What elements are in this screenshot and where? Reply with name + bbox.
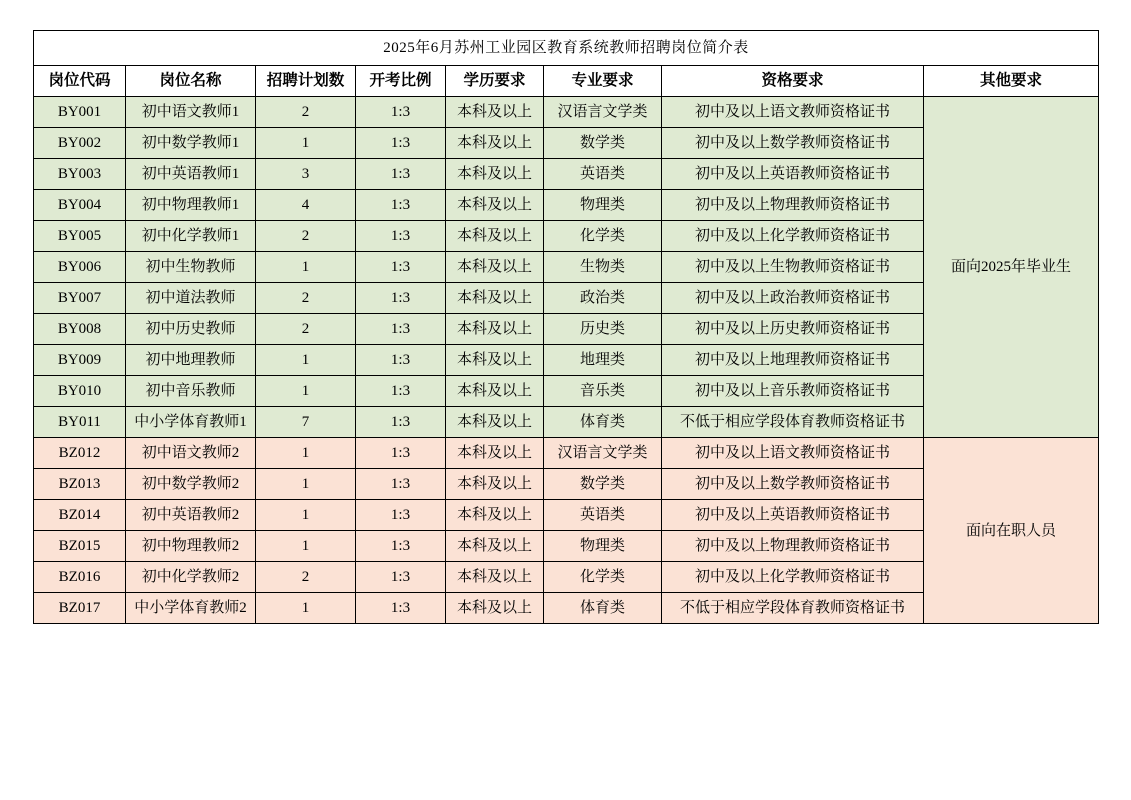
recruit-plan-cell: 2: [256, 283, 356, 314]
education-cell: 本科及以上: [446, 438, 544, 469]
qualification-cell: 初中及以上语文教师资格证书: [662, 97, 924, 128]
major-cell: 数学类: [544, 469, 662, 500]
recruit-plan-cell: 1: [256, 345, 356, 376]
major-cell: 地理类: [544, 345, 662, 376]
exam-ratio-cell: 1:3: [356, 407, 446, 438]
job-name-cell: 初中语文教师2: [126, 438, 256, 469]
job-name-cell: 初中数学教师1: [126, 128, 256, 159]
job-code-cell: BY001: [34, 97, 126, 128]
education-cell: 本科及以上: [446, 376, 544, 407]
major-cell: 物理类: [544, 531, 662, 562]
exam-ratio-cell: 1:3: [356, 531, 446, 562]
job-code-cell: BY009: [34, 345, 126, 376]
job-name-cell: 初中化学教师2: [126, 562, 256, 593]
recruit-plan-cell: 1: [256, 531, 356, 562]
education-cell: 本科及以上: [446, 593, 544, 624]
column-header-education: 学历要求: [446, 66, 544, 97]
major-cell: 音乐类: [544, 376, 662, 407]
job-name-cell: 中小学体育教师1: [126, 407, 256, 438]
major-cell: 体育类: [544, 593, 662, 624]
job-name-cell: 初中语文教师1: [126, 97, 256, 128]
education-cell: 本科及以上: [446, 252, 544, 283]
job-name-cell: 初中音乐教师: [126, 376, 256, 407]
table-row: [34, 438, 1099, 469]
recruit-plan-cell: 1: [256, 438, 356, 469]
job-code-cell: BZ015: [34, 531, 126, 562]
column-header-ratio: 开考比例: [356, 66, 446, 97]
job-name-cell: 初中数学教师2: [126, 469, 256, 500]
exam-ratio-cell: 1:3: [356, 562, 446, 593]
education-cell: 本科及以上: [446, 531, 544, 562]
other-requirement-cell: 面向2025年毕业生: [924, 97, 1099, 438]
recruit-plan-cell: 1: [256, 469, 356, 500]
job-code-cell: BY006: [34, 252, 126, 283]
recruit-plan-cell: 7: [256, 407, 356, 438]
major-cell: 历史类: [544, 314, 662, 345]
education-cell: 本科及以上: [446, 283, 544, 314]
job-code-cell: BZ017: [34, 593, 126, 624]
education-cell: 本科及以上: [446, 345, 544, 376]
job-code-cell: BY004: [34, 190, 126, 221]
qualification-cell: 初中及以上政治教师资格证书: [662, 283, 924, 314]
job-code-cell: BZ016: [34, 562, 126, 593]
qualification-cell: 不低于相应学段体育教师资格证书: [662, 407, 924, 438]
recruit-plan-cell: 1: [256, 593, 356, 624]
exam-ratio-cell: 1:3: [356, 593, 446, 624]
qualification-cell: 初中及以上生物教师资格证书: [662, 252, 924, 283]
table-row: [34, 97, 1099, 128]
qualification-cell: 初中及以上英语教师资格证书: [662, 159, 924, 190]
recruit-plan-cell: 2: [256, 562, 356, 593]
job-name-cell: 初中地理教师: [126, 345, 256, 376]
qualification-cell: 初中及以上数学教师资格证书: [662, 128, 924, 159]
other-requirement-cell: 面向在职人员: [924, 438, 1099, 624]
exam-ratio-cell: 1:3: [356, 314, 446, 345]
column-header-row: [34, 66, 1099, 97]
education-cell: 本科及以上: [446, 97, 544, 128]
major-cell: 英语类: [544, 500, 662, 531]
column-header-qualification: 资格要求: [662, 66, 924, 97]
major-cell: 汉语言文学类: [544, 97, 662, 128]
education-cell: 本科及以上: [446, 314, 544, 345]
major-cell: 体育类: [544, 407, 662, 438]
exam-ratio-cell: 1:3: [356, 345, 446, 376]
exam-ratio-cell: 1:3: [356, 438, 446, 469]
qualification-cell: 初中及以上物理教师资格证书: [662, 190, 924, 221]
job-list-table: [33, 30, 1099, 624]
recruit-plan-cell: 1: [256, 252, 356, 283]
title-row: [34, 31, 1099, 66]
qualification-cell: 初中及以上音乐教师资格证书: [662, 376, 924, 407]
education-cell: 本科及以上: [446, 128, 544, 159]
recruit-plan-cell: 2: [256, 314, 356, 345]
major-cell: 生物类: [544, 252, 662, 283]
job-code-cell: BY002: [34, 128, 126, 159]
qualification-cell: 初中及以上英语教师资格证书: [662, 500, 924, 531]
major-cell: 物理类: [544, 190, 662, 221]
education-cell: 本科及以上: [446, 407, 544, 438]
column-header-other: 其他要求: [924, 66, 1099, 97]
education-cell: 本科及以上: [446, 190, 544, 221]
recruit-plan-cell: 3: [256, 159, 356, 190]
major-cell: 英语类: [544, 159, 662, 190]
education-cell: 本科及以上: [446, 469, 544, 500]
job-code-cell: BZ013: [34, 469, 126, 500]
major-cell: 政治类: [544, 283, 662, 314]
exam-ratio-cell: 1:3: [356, 500, 446, 531]
education-cell: 本科及以上: [446, 159, 544, 190]
job-code-cell: BY007: [34, 283, 126, 314]
education-cell: 本科及以上: [446, 562, 544, 593]
exam-ratio-cell: 1:3: [356, 252, 446, 283]
exam-ratio-cell: 1:3: [356, 128, 446, 159]
job-name-cell: 初中物理教师1: [126, 190, 256, 221]
qualification-cell: 初中及以上地理教师资格证书: [662, 345, 924, 376]
recruit-plan-cell: 4: [256, 190, 356, 221]
job-code-cell: BY008: [34, 314, 126, 345]
major-cell: 化学类: [544, 221, 662, 252]
column-header-name: 岗位名称: [126, 66, 256, 97]
recruit-plan-cell: 2: [256, 221, 356, 252]
job-code-cell: BY011: [34, 407, 126, 438]
column-header-major: 专业要求: [544, 66, 662, 97]
column-header-plan: 招聘计划数: [256, 66, 356, 97]
job-name-cell: 初中英语教师2: [126, 500, 256, 531]
qualification-cell: 不低于相应学段体育教师资格证书: [662, 593, 924, 624]
exam-ratio-cell: 1:3: [356, 221, 446, 252]
table-title: 2025年6月苏州工业园区教育系统教师招聘岗位简介表: [34, 31, 1099, 66]
education-cell: 本科及以上: [446, 500, 544, 531]
education-cell: 本科及以上: [446, 221, 544, 252]
job-name-cell: 初中物理教师2: [126, 531, 256, 562]
exam-ratio-cell: 1:3: [356, 190, 446, 221]
qualification-cell: 初中及以上化学教师资格证书: [662, 562, 924, 593]
recruit-plan-cell: 1: [256, 376, 356, 407]
column-header-code: 岗位代码: [34, 66, 126, 97]
qualification-cell: 初中及以上化学教师资格证书: [662, 221, 924, 252]
major-cell: 数学类: [544, 128, 662, 159]
recruit-plan-cell: 1: [256, 500, 356, 531]
job-name-cell: 初中道法教师: [126, 283, 256, 314]
job-code-cell: BY010: [34, 376, 126, 407]
job-code-cell: BZ014: [34, 500, 126, 531]
major-cell: 汉语言文学类: [544, 438, 662, 469]
exam-ratio-cell: 1:3: [356, 97, 446, 128]
exam-ratio-cell: 1:3: [356, 469, 446, 500]
job-name-cell: 初中历史教师: [126, 314, 256, 345]
major-cell: 化学类: [544, 562, 662, 593]
job-name-cell: 初中生物教师: [126, 252, 256, 283]
table-body: [34, 97, 1099, 624]
job-name-cell: 初中英语教师1: [126, 159, 256, 190]
exam-ratio-cell: 1:3: [356, 376, 446, 407]
job-code-cell: BY005: [34, 221, 126, 252]
job-name-cell: 初中化学教师1: [126, 221, 256, 252]
table-head: [34, 31, 1099, 97]
qualification-cell: 初中及以上历史教师资格证书: [662, 314, 924, 345]
job-name-cell: 中小学体育教师2: [126, 593, 256, 624]
qualification-cell: 初中及以上数学教师资格证书: [662, 469, 924, 500]
job-code-cell: BY003: [34, 159, 126, 190]
qualification-cell: 初中及以上物理教师资格证书: [662, 531, 924, 562]
recruit-plan-cell: 2: [256, 97, 356, 128]
job-code-cell: BZ012: [34, 438, 126, 469]
exam-ratio-cell: 1:3: [356, 159, 446, 190]
recruit-plan-cell: 1: [256, 128, 356, 159]
exam-ratio-cell: 1:3: [356, 283, 446, 314]
qualification-cell: 初中及以上语文教师资格证书: [662, 438, 924, 469]
